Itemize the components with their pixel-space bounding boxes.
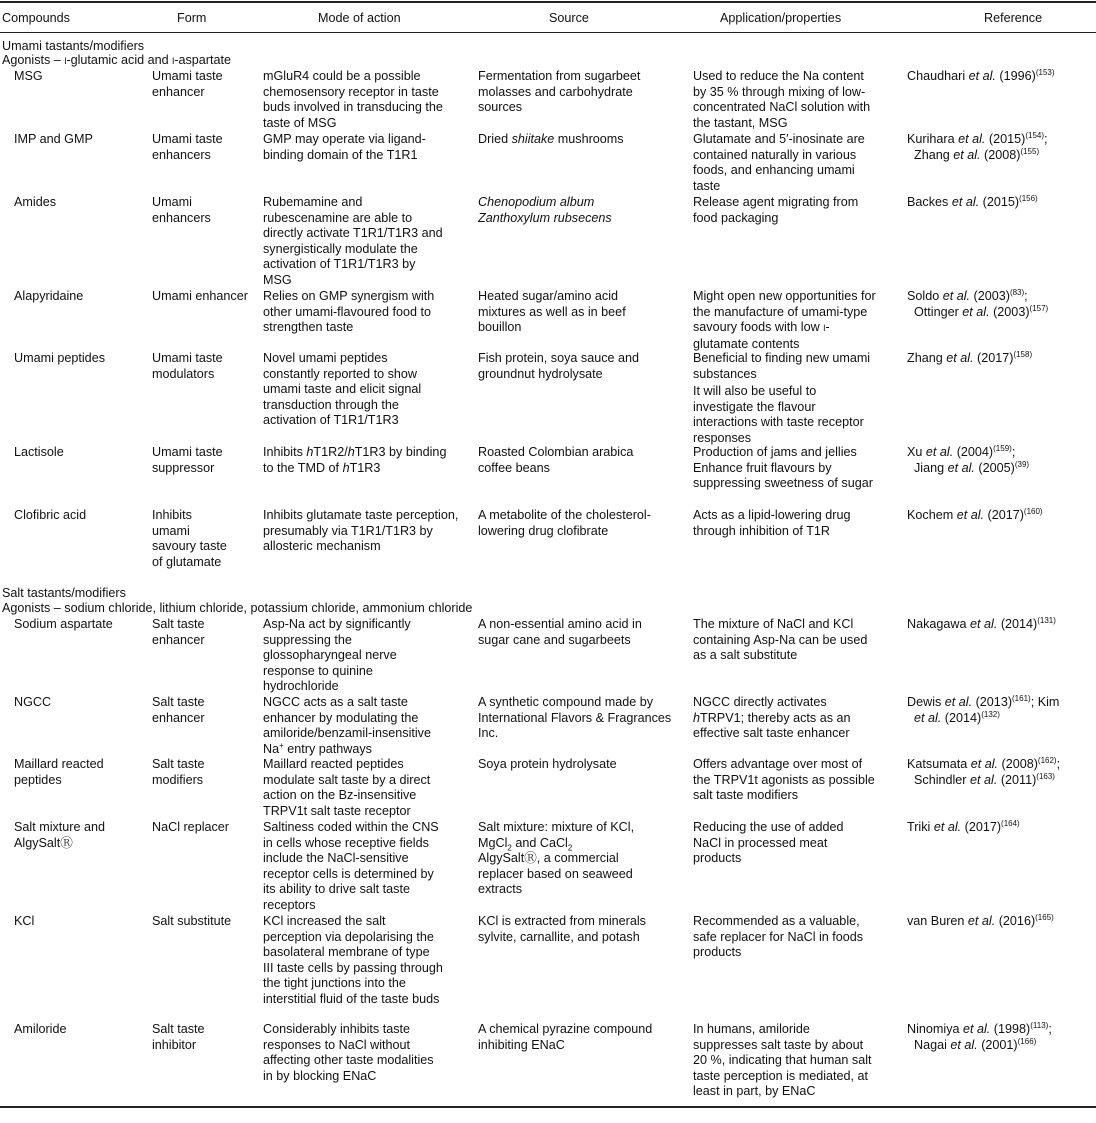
maillard-mode: Maillard reacted peptides modulate salt taste by a direct action on the Bz-insensitive TRPV1t salt taste receptor — [263, 757, 431, 818]
peptides-form: Umami taste modulators — [152, 351, 223, 381]
aspartate-form: Salt taste enhancer — [152, 617, 205, 647]
ngcc-compound: NGCC — [14, 695, 52, 709]
bottom-rule — [0, 1106, 1096, 1108]
section-umami-title: Umami tastants/modifiers — [2, 39, 145, 53]
saltmix-application: Reducing the use of added NaCl in processed meat products — [693, 820, 844, 866]
amides-application: Release agent migrating from food packaging — [693, 195, 859, 225]
amides-source: Chenopodium album Zanthoxylum rubsecens — [478, 195, 612, 225]
section-umami-agonists: Agonists – l-glutamic acid and l-aspartate — [2, 53, 231, 67]
kcl-reference: van Buren et al. $(2016)^{(165)}$ — [907, 912, 1054, 928]
alapyridaine-application: Might open new opportunities for the manufacture of umami-type savoury foods with low l-glutamate contents — [693, 289, 876, 351]
msg-application: Used to reduce the Na content by 35 % through mixing of low-concentrated NaCl solution with the tastant, MSG — [693, 69, 871, 130]
aspartate-source: A non-essential amino acid in sugar cane and sugarbeets — [478, 617, 642, 647]
top-rule — [0, 1, 1096, 3]
clofibric-application: Acts as a lipid-lowering drug through inhibition of T1R — [693, 508, 851, 538]
maillard-compound: Maillard reacted peptides — [14, 757, 104, 787]
amiloride-form: Salt taste inhibitor — [152, 1022, 205, 1052]
lactisole-source: Roasted Colombian arabica coffee beans — [478, 445, 634, 475]
aspartate-reference: Nakagawa et al. $(2014)^{(131)}$ — [907, 615, 1056, 631]
amiloride-application: In humans, amiloride suppresses salt taste by about 20 %, indicating that human salt taste perception is mediated, at least in part, by ENaC — [693, 1022, 872, 1099]
header-mode: Mode of action — [318, 11, 401, 25]
amiloride-compound: Amiloride — [14, 1022, 67, 1036]
ngcc-mode: NGCC acts as a salt taste enhancer by modulating the amiloride/benzamil-insensitive Na+ entry pathways — [263, 695, 431, 756]
alapyridaine-source: Heated sugar/amino acid mixtures as well as in beef bouillon — [478, 289, 626, 335]
peptides-compound: Umami peptides — [14, 351, 105, 365]
maillard-form: Salt taste modifiers — [152, 757, 205, 787]
msg-form: Umami taste enhancer — [152, 69, 223, 99]
alapyridaine-reference: Soldo et al. $(2003)^{(83)}$; Ottinger et al. $(2003)^{(157)}$ — [907, 287, 1049, 319]
imp-compound: IMP and GMP — [14, 132, 93, 146]
imp-application: Glutamate and 5′-inosinate are contained naturally in various foods, and enhancing umami taste — [693, 132, 865, 193]
header-compounds: Compounds — [2, 11, 70, 25]
lactisole-form: Umami taste suppressor — [152, 445, 223, 475]
maillard-reference: Katsumata et al. $(2008)^{(162)}$; Schindler et al. $(2011)^{(163)}$ — [907, 755, 1061, 787]
peptides-application: Beneficial to finding new umami substances It will also be useful to investigate the flavour interactions with taste receptor responses — [693, 351, 871, 445]
clofibric-mode: Inhibits glutamate taste perception, presumably via T1R1/T1R3 by allosteric mechanism — [263, 508, 459, 554]
header-reference: Reference — [984, 11, 1043, 25]
header-application: Application/properties — [720, 11, 842, 25]
amiloride-source: A chemical pyrazine compound inhibiting ENaC — [478, 1022, 653, 1052]
ngcc-application: NGCC directly activates hTRPV1; thereby acts as an effective salt taste enhancer — [693, 695, 851, 741]
saltmix-source: Salt mixture: mixture of KCl, MgCl$_2$ and CaCl$_2$ AlgySaltⓇ, a commercial replacer based on seaweed extracts — [478, 820, 635, 897]
section-salt-agonists: Agonists – sodium chloride, lithium chloride, potassium chloride, ammonium chloride — [2, 601, 473, 615]
ngcc-reference: Dewis et al. $(2013)^{(161)}$; Kim et al. $(2014)^{(132)}$ — [907, 693, 1060, 725]
kcl-compound: KCl — [14, 914, 35, 928]
imp-mode: GMP may operate via ligand-binding domain of the T1R1 — [263, 132, 426, 162]
msg-compound: MSG — [14, 69, 43, 83]
ngcc-form: Salt taste enhancer — [152, 695, 205, 725]
header-rule — [0, 32, 1096, 33]
amides-reference: Backes et al. $(2015)^{(156)}$ — [907, 193, 1038, 209]
kcl-source: KCl is extracted from minerals sylvite, carnallite, and potash — [478, 914, 646, 944]
imp-form: Umami taste enhancers — [152, 132, 223, 162]
clofibric-source: A metabolite of the cholesterol-lowering drug clofibrate — [478, 508, 651, 538]
amides-form: Umami enhancers — [152, 195, 211, 225]
lactisole-reference: Xu et al. $(2004)^{(159)}$; Jiang et al. $(2005)^{(39)}$ — [907, 443, 1030, 475]
section-salt-title: Salt tastants/modifiers — [2, 586, 126, 600]
aspartate-application: The mixture of NaCl and KCl containing Asp-Na can be used as a salt substitute — [693, 617, 868, 663]
ngcc-source: A synthetic compound made by International Flavors & Fragrances Inc. — [478, 695, 672, 741]
alapyridaine-mode: Relies on GMP synergism with other umami-flavoured food to strengthen taste — [263, 289, 435, 335]
kcl-mode: KCl increased the salt perception via depolarising the basolateral membrane of type III taste cells by passing through the tight junctions into the interstitial fluid of the taste buds — [263, 914, 443, 1006]
kcl-application: Recommended as a valuable, safe replacer for NaCl in foods products — [693, 914, 864, 960]
peptides-reference: Zhang et al. $(2017)^{(158)}$ — [907, 349, 1033, 365]
amides-mode: Rubemamine and rubescenamine are able to directly activate T1R1/T1R3 and synergistically modulate the activation of T1R1/T1R3 by MSG — [263, 195, 443, 287]
header-form: Form — [177, 11, 207, 25]
saltmix-compound: Salt mixture and AlgySaltⓇ — [14, 820, 105, 850]
amides-compound: Amides — [14, 195, 56, 209]
peptides-mode: Novel umami peptides constantly reported to show umami taste and elicit signal transduction through the activation of T1R1/T1R3 — [263, 351, 422, 428]
clofibric-reference: Kochem et al. $(2017)^{(160)}$ — [907, 506, 1043, 522]
amiloride-reference: Ninomiya et al. $(1998)^{(113)}$; Nagai et al. $(2001)^{(166)}$ — [907, 1020, 1052, 1052]
msg-source: Fermentation from sugarbeet molasses and carbohydrate sources — [478, 69, 641, 115]
clofibric-compound: Clofibric acid — [14, 508, 87, 522]
saltmix-reference: Triki et al. $(2017)^{(164)}$ — [907, 818, 1020, 834]
lactisole-application: Production of jams and jellies Enhance fruit flavours by suppressing sweetness of sugar — [693, 445, 873, 491]
lactisole-compound: Lactisole — [14, 445, 64, 459]
saltmix-form: NaCl replacer — [152, 820, 229, 834]
maillard-source: Soya protein hydrolysate — [478, 757, 617, 771]
alapyridaine-form: Umami enhancer — [152, 289, 248, 303]
msg-reference: Chaudhari et al. $(1996)^{(153)}$ — [907, 67, 1055, 83]
saltmix-mode: Saltiness coded within the CNS in cells whose receptive fields include the NaCl-sensitive receptor cells is determined by its ability to drive salt taste receptors — [263, 820, 439, 912]
amiloride-mode: Considerably inhibits taste responses to NaCl without affecting other taste modalities in by blocking ENaC — [263, 1022, 434, 1083]
aspartate-mode: Asp-Na act by significantly suppressing the glossopharyngeal nerve response to quinine hydrochloride — [263, 617, 411, 694]
peptides-source: Fish protein, soya sauce and groundnut hydrolysate — [478, 351, 640, 381]
msg-mode: mGluR4 could be a possible chemosensory receptor in taste buds involved in transducing the taste of MSG — [263, 69, 443, 130]
maillard-application: Offers advantage over most of the TRPV1t agonists as possible salt taste modifiers — [693, 757, 875, 803]
kcl-form: Salt substitute — [152, 914, 232, 928]
aspartate-compound: Sodium aspartate — [14, 617, 113, 631]
clofibric-form: Inhibits umami savoury taste of glutamate — [152, 508, 227, 569]
alapyridaine-compound: Alapyridaine — [14, 289, 84, 303]
lactisole-mode: Inhibits hT1R2/hT1R3 by binding to the TMD of hT1R3 — [263, 445, 447, 475]
header-source: Source — [549, 11, 589, 25]
imp-source: Dried shiitake mushrooms — [478, 132, 624, 146]
imp-reference: Kurihara et al. $(2015)^{(154)}$; Zhang et al. $(2008)^{(155)}$ — [907, 130, 1048, 162]
